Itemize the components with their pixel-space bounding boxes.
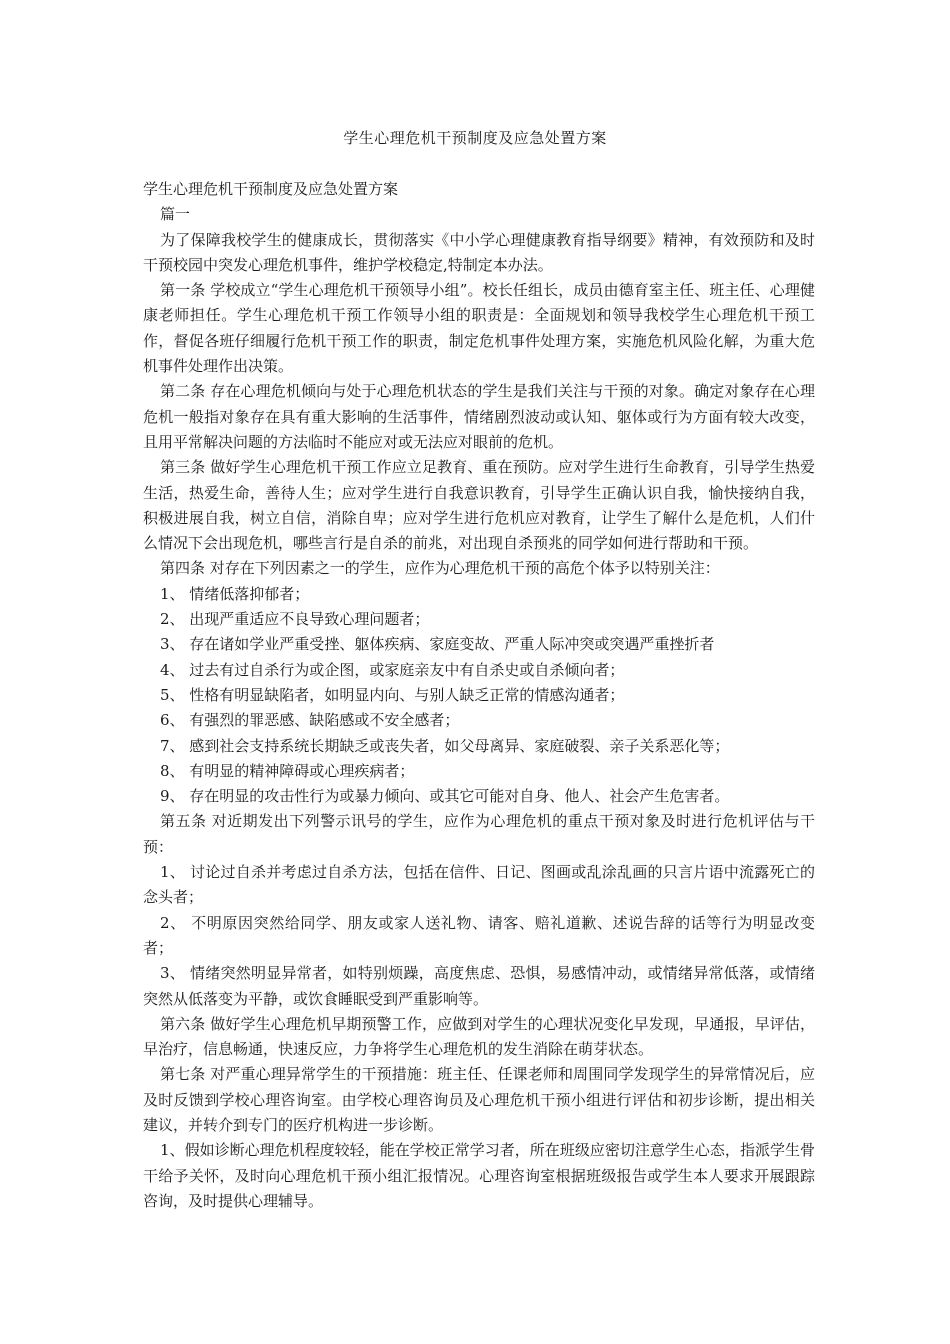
list-item: 9、 存在明显的攻击性行为或暴力倾向、或其它可能对自身、他人、社会产生危害者。 [160,787,730,806]
list-item: 3、 情绪突然明显异常者，如特别烦躁，高度焦虑、恐惧，易感情冲动，或情绪异常低落，或情绪突然从低落变为平静，或饮食睡眠受到严重影响等。 [143,964,815,1008]
list-item: 7、 感到社会支持系统长期缺乏或丧失者，如父母离异、家庭破裂、亲子关系恶化等； [160,736,730,755]
list-item: 1、 讨论过自杀并考虑过自杀方法，包括在信件、日记、图画或乱涂乱画的只言片语中流露死亡的念头者； [143,863,815,907]
list-item: 2、 不明原因突然给同学、朋友或家人送礼物、请客、赔礼道歉、述说告辞的话等行为明显改变者； [143,913,815,957]
paragraph-intro: 为了保障我校学生的健康成长，贯彻落实《中小学心理健康教育指导纲要》精神，有效预防和及时干预校园中突发心理危机事件，维护学校稳定,特制定本办法。 [143,230,815,274]
list-item: 6、 有强烈的罪恶感、缺陷感或不安全感者； [160,711,460,730]
document-body [143,177,815,1214]
section-label: 篇一 [160,205,191,224]
paragraph-article-4: 第四条 对存在下列因素之一的学生，应作为心理危机干预的高危个体予以特别关注： [160,559,720,578]
list-item: 8、 有明显的精神障碍或心理疾病者； [160,761,415,780]
paragraph-article-6: 第六条 做好学生心理危机早期预警工作，应做到对学生的心理状况变化早发现，早通报，早评估，早治疗，信息畅通，快速反应，力争将学生心理危机的发生消除在萌芽状态。 [143,1014,815,1059]
paragraph-article-1: 第一条 学校成立“学生心理危机干预领导小组”。校长任组长，成员由德育室主任、班主任、心理健康老师担任。学生心理危机干预工作领导小组的职责是：全面规划和领导我校学生心理危机干预工作，督促各班仔细履行危机干预工作的职责，制定危机事件处理方案，实施危机风险化解，为重大危机事件处理作出决策。 [143,281,815,376]
paragraph-article-3: 第三条 做好学生心理危机干预工作应立足教育、重在预防。应对学生进行生命教育，引导学生热爱生活，热爱生命，善待人生；应对学生进行自我意识教育，引导学生正确认识自我，愉快接纳自我，积极进展自我，树立自信，消除自卑；应对学生进行危机应对教育，让学生了解什么是危机，人们什么情况下会出现危机，哪些言行是自杀的前兆，对出现自杀预兆的同学如何进行帮助和干预。 [143,458,815,553]
paragraph-article-7: 第七条 对严重心理异常学生的干预措施：班主任、任课老师和周围同学发现学生的异常情况后，应及时反馈到学校心理咨询室。由学校心理咨询员及心理危机干预小组进行评估和初步诊断，提出相关建议，并转介到专门的医疗机构进一步诊断。 [143,1065,815,1134]
body-heading: 学生心理危机干预制度及应急处置方案 [143,180,399,198]
paragraph-article-2: 第二条 存在心理危机倾向与处于心理危机状态的学生是我们关注与干预的对象。确定对象存在心理危机一般指对象存在具有重大影响的生活事件，情绪剧烈波动或认知、躯体或行为方面有较大改变，且用平常解决问题的方法临时不能应对或无法应对眼前的危机。 [143,382,815,451]
list-item: 2、 出现严重适应不良导致心理问题者； [160,610,430,629]
paragraph-article-5: 第五条 对近期发出下列警示讯号的学生，应作为心理危机的重点干预对象及时进行危机评估与干预： [143,812,815,856]
document-title: 学生心理危机干预制度及应急处置方案 [343,129,607,147]
list-item: 3、 存在诸如学业严重受挫、躯体疾病、家庭变故、严重人际冲突或突遇严重挫折者 [160,635,715,654]
list-item: 4、 过去有过自杀行为或企图，或家庭亲友中有自杀史或自杀倾向者； [160,660,625,679]
list-item: 5、 性格有明显缺陷者，如明显内向、与别人缺乏正常的情感沟通者； [160,685,625,704]
paragraph-measure-1: 1、假如诊断心理危机程度较轻，能在学校正常学习者，所在班级应密切注意学生心态，指派学生骨干给予关怀，及时向心理危机干预小组汇报情况。心理咨询室根据班级报告或学生本人要求开展跟踪咨询，及时提供心理辅导。 [143,1141,815,1210]
list-item: 1、 情绪低落抑郁者； [160,584,310,603]
